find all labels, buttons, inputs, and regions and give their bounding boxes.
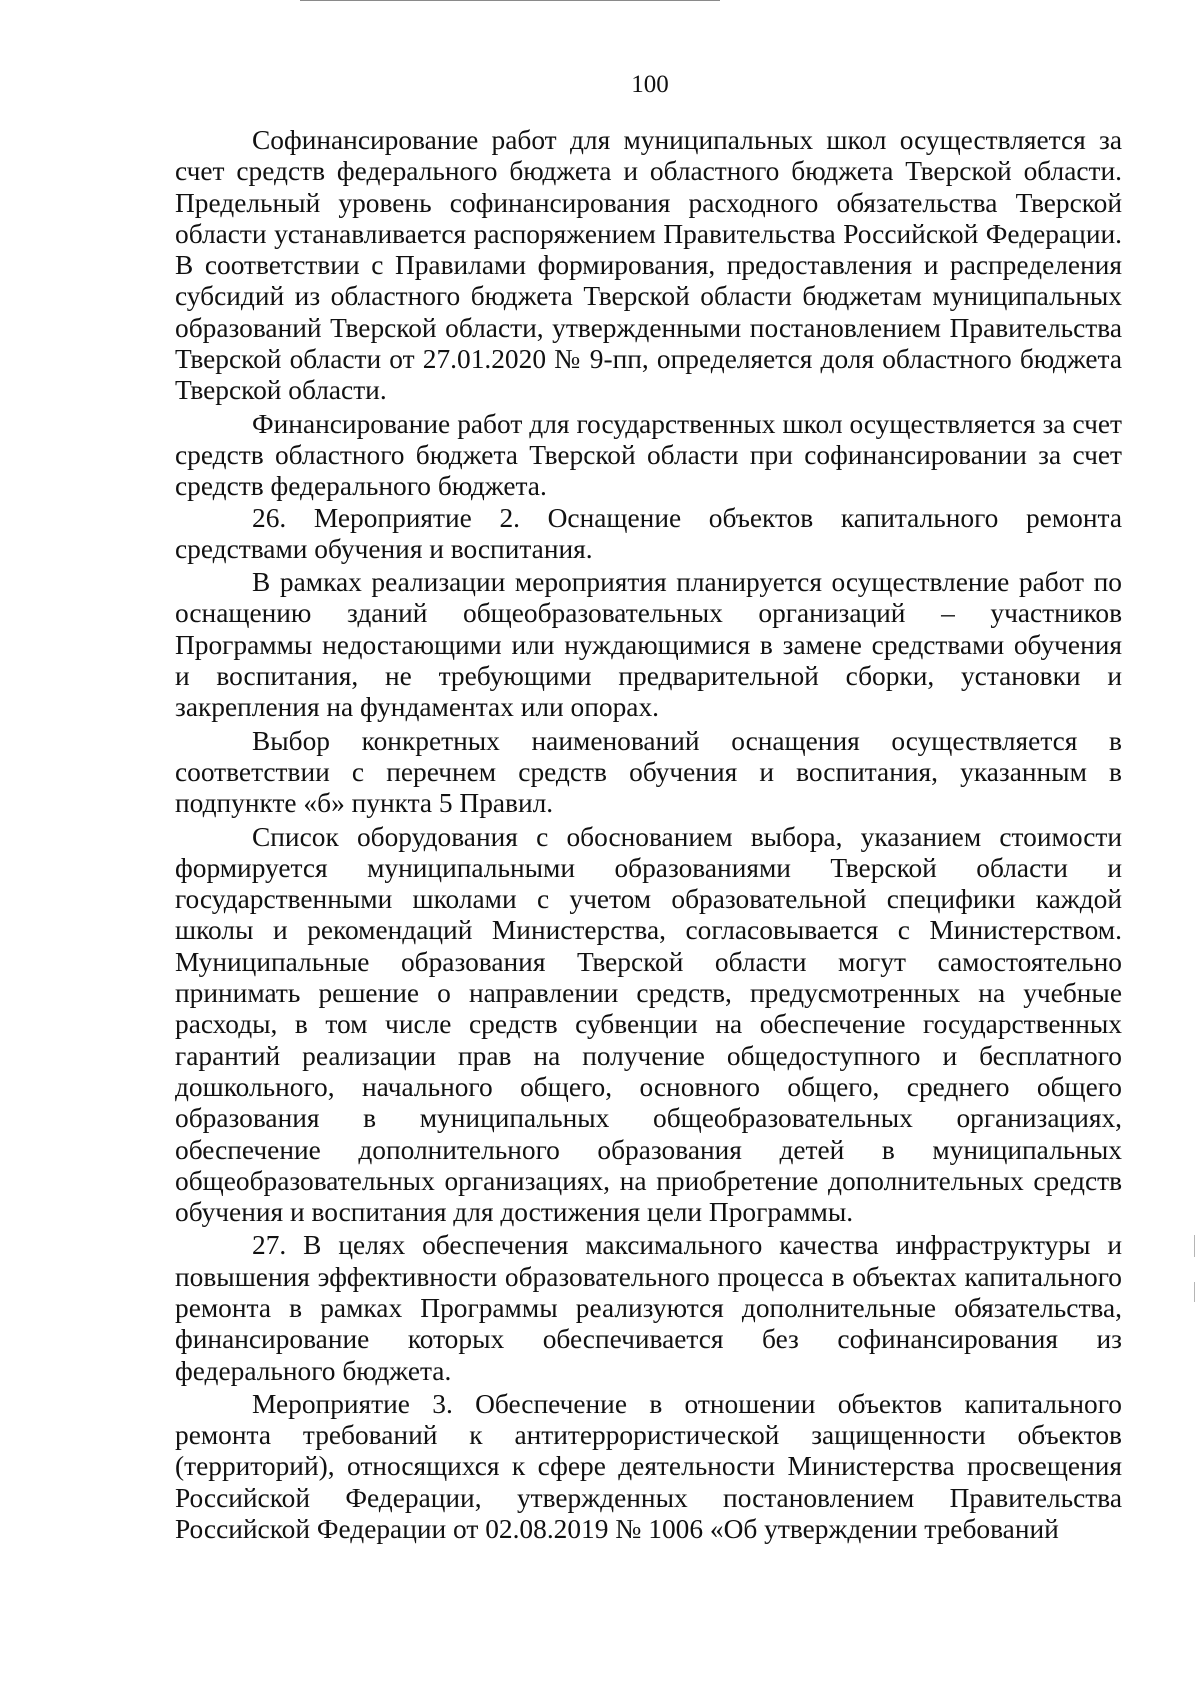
paragraph-cofinancing-municipal: Софинансирование работ для муниципальных школ осуществляется за счет средств федерального бюджета и областного бюджета Тверской области. Предельный уровень софинансирования расходного обязательства Тверской области устанавливается распоряжением Правительства Российской Федерации. В соответствии с Правилами формирования, предоставления и распределения субсидий из областного бюджета Тверской области бюджетам муниципальных образований Тверской области, утвержденными постановлением Правительства Тверской области от 27.01.2020 № 9-пп, определяется доля областного бюджета Тверской области. — [175, 125, 1122, 406]
paragraph-equipment-choice: Выбор конкретных наименований оснащения осуществляется в соответствии с перечнем средств обучения и воспитания, указанным в подпункте «б» пункта 5 Правил. — [175, 725, 1122, 819]
document-body — [175, 125, 1122, 1545]
page-number: 100 — [631, 71, 669, 98]
paragraph-item-26: 26. Мероприятие 2. Оснащение объектов капитального ремонта средствами обучения и воспитания. — [175, 502, 1122, 564]
scan-edge-line — [300, 0, 720, 1]
paragraph-financing-state: Финансирование работ для государственных школ осуществляется за счет средств областного бюджета Тверской области при софинансировании за счет средств федерального бюджета. — [175, 408, 1122, 502]
scan-margin-mark — [1194, 1282, 1195, 1302]
paragraph-equipment-works: В рамках реализации мероприятия планируется осуществление работ по оснащению зданий общеобразовательных организаций – участников Программы недостающими или нуждающимися в замене средствами обучения и воспитания, не требующими предварительной сборки, установки и закрепления на фундаментах или опорах. — [175, 567, 1122, 723]
scan-margin-mark — [1194, 1235, 1195, 1257]
paragraph-equipment-list: Список оборудования с обоснованием выбора, указанием стоимости формируется муниципальными образованиями Тверской области и государственными школами с учетом образовательной специфики каждой школы и рекомендаций Министерства, согласовывается с Министерством. Муниципальные образования Тверской области могут самостоятельно принимать решение о направлении средств, предусмотренных на учебные расходы, в том числе средств субвенции на обеспечение государственных гарантий реализации прав на получение общедоступного и бесплатного дошкольного, начального общего, основного общего, среднего общего образования в муниципальных общеобразовательных организациях, обеспечение дополнительного образования детей в муниципальных общеобразовательных организациях, на приобретение дополнительных средств обучения и воспитания для достижения цели Программы. — [175, 821, 1122, 1228]
paragraph-item-27: 27. В целях обеспечения максимального качества инфраструктуры и повышения эффективности образовательного процесса в объектах капитального ремонта в рамках Программы реализуются дополнительные обязательства, финансирование которых обеспечивается без софинансирования из федерального бюджета. — [175, 1230, 1122, 1386]
paragraph-activity-3: Мероприятие 3. Обеспечение в отношении объектов капитального ремонта требований к антитеррористической защищенности объектов (территорий), относящихся к сфере деятельности Министерства просвещения Российской Федерации, утвержденных постановлением Правительства Российской Федерации от 02.08.2019 № 1006 «Об утверждении требований — [175, 1388, 1122, 1545]
